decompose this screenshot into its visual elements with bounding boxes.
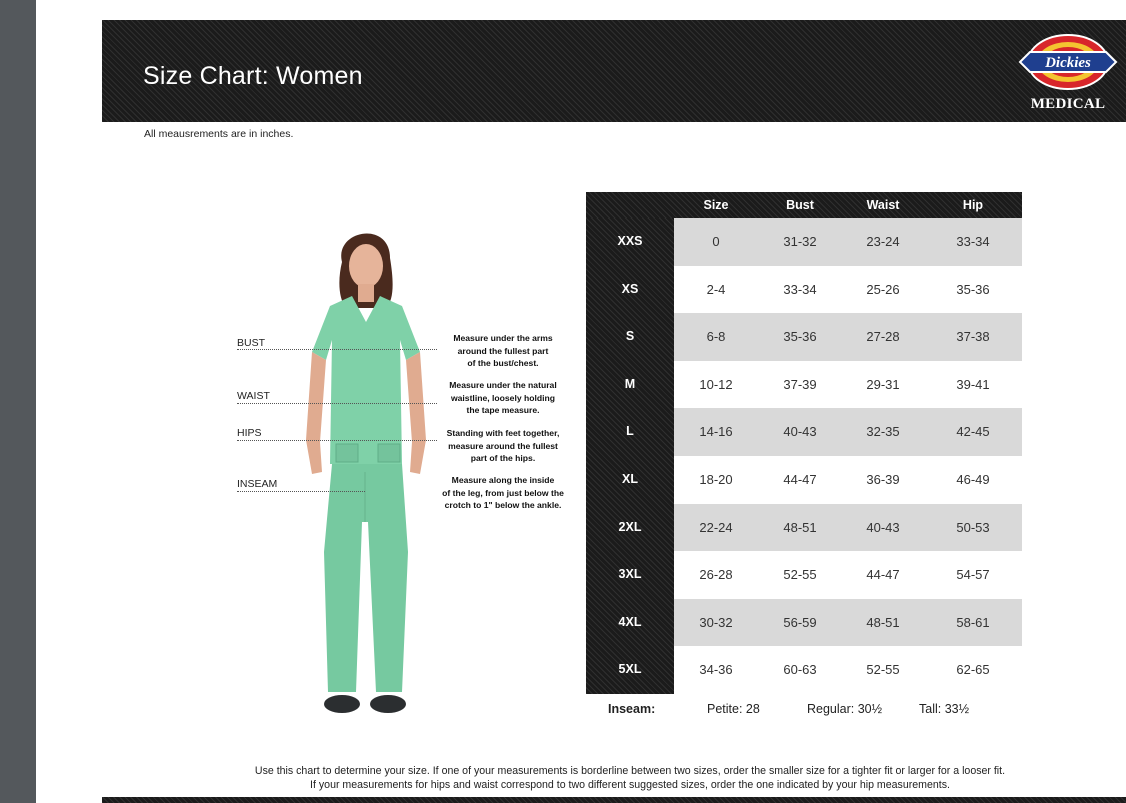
cell-size: 34-36 (699, 662, 733, 678)
measure-line-bust (237, 349, 437, 350)
header-size: Size (703, 198, 729, 212)
cell-waist: 40-43 (866, 519, 900, 535)
row-cells (674, 599, 1022, 647)
table-row (586, 408, 1022, 456)
cell-waist: 23-24 (866, 234, 900, 249)
table-row (586, 313, 1022, 361)
cell-size: 6-8 (706, 329, 726, 345)
row-size-label: 5XL (618, 662, 642, 677)
cell-waist: 44-47 (866, 567, 900, 583)
cell-bust: 56-59 (783, 614, 817, 630)
inseam-tall: Tall: 33½ (919, 702, 970, 716)
row-size-label: S (625, 329, 635, 344)
row-size-label: XL (622, 472, 638, 486)
cell-hip: 62-65 (956, 662, 990, 678)
cell-size: 26-28 (699, 567, 733, 583)
row-cells (674, 361, 1022, 409)
cell-waist: 48-51 (866, 614, 900, 630)
row-cells (674, 551, 1022, 599)
dickies-badge-icon (1018, 32, 1118, 94)
measure-desc-bust: Measure under the arms around the fullest part of the bust/chest. (453, 333, 553, 368)
cell-waist: 52-55 (866, 662, 900, 678)
cell-waist: 29-31 (866, 376, 900, 392)
measure-line-hips (237, 440, 437, 441)
measure-desc-hips: Standing with feet together, measure around the fullest part of the hips. (446, 428, 560, 463)
table-row (586, 361, 1022, 409)
table-row (586, 504, 1022, 552)
cell-bust: 31-32 (783, 234, 817, 249)
cell-size: 30-32 (699, 614, 733, 630)
cell-waist: 27-28 (866, 329, 900, 345)
table-row (586, 456, 1022, 504)
cell-bust: 33-34 (783, 281, 817, 297)
row-size-label: L (626, 424, 634, 439)
units-note: All meausrements are in inches. (144, 128, 294, 140)
measure-line-inseam (237, 491, 365, 492)
cell-bust: 60-63 (783, 662, 817, 678)
cell-hip: 54-57 (956, 567, 990, 583)
measure-label-inseam: INSEAM (237, 478, 278, 490)
table-row (586, 266, 1022, 314)
cell-hip: 37-38 (956, 329, 990, 345)
row-size-label: M (624, 376, 636, 391)
measure-label-waist: WAIST (237, 390, 270, 402)
cell-size: 14-16 (699, 424, 733, 440)
row-cells (674, 456, 1022, 504)
cell-bust: 40-43 (783, 424, 817, 440)
row-cells (674, 646, 1022, 694)
cell-size: 2-4 (706, 281, 726, 297)
cell-hip: 33-34 (956, 234, 990, 249)
measure-label-hips: HIPS (237, 427, 262, 439)
dickies-logo (1018, 32, 1124, 118)
cell-size: 0 (712, 234, 720, 249)
cell-bust: 48-51 (783, 519, 817, 535)
viewer-side-gutter (0, 0, 36, 803)
row-size-label: 4XL (618, 614, 642, 629)
table-row (586, 551, 1022, 599)
row-cells (674, 504, 1022, 552)
measure-label-bust: BUST (237, 337, 266, 349)
row-size-label: XS (621, 281, 639, 296)
cell-hip: 46-49 (956, 472, 990, 487)
table-header (586, 192, 1022, 218)
measure-desc-inseam: Measure along the inside of the leg, from just below the crotch to 1" below the ankle. (442, 475, 564, 510)
cell-hip: 39-41 (956, 376, 990, 392)
table-row (586, 646, 1022, 694)
cell-bust: 44-47 (783, 472, 817, 487)
footnote-line-1: Use this chart to determine your size. If one of your measurements is borderline between two sizes, order the smaller size for a tighter fit or larger for a looser fit. (254, 765, 1006, 777)
cell-size: 22-24 (699, 519, 733, 535)
cell-hip: 42-45 (956, 424, 990, 440)
row-size-label: XXS (617, 234, 643, 248)
table-row (586, 599, 1022, 647)
model-figure (290, 222, 440, 722)
cell-bust: 35-36 (783, 329, 817, 345)
row-size-label: 2XL (618, 519, 642, 534)
cell-size: 10-12 (699, 376, 733, 392)
cell-hip: 50-53 (956, 519, 990, 535)
cell-bust: 37-39 (783, 376, 817, 392)
row-cells (674, 218, 1022, 266)
cell-waist: 36-39 (866, 472, 900, 487)
cell-bust: 52-55 (783, 567, 817, 583)
row-cells (674, 266, 1022, 314)
measure-desc-waist: Measure under the natural waistline, loosely holding the tape measure. (449, 380, 557, 415)
inseam-regular: Regular: 30½ (807, 702, 883, 716)
row-cells (674, 408, 1022, 456)
inseam-label: Inseam: (608, 702, 656, 716)
header-waist: Waist (866, 198, 900, 212)
inseam-petite: Petite: 28 (707, 702, 760, 716)
footnote-line-2: If your measurements for hips and waist correspond to two different suggested sizes, order the one indicated by your hip measurements. (310, 779, 950, 791)
header-hip: Hip (962, 198, 984, 212)
table-row (586, 218, 1022, 266)
inseam-row (586, 702, 1022, 720)
footnote (200, 764, 1060, 792)
logo-medical-text: MEDICAL (1030, 96, 1106, 112)
cell-size: 18-20 (699, 472, 733, 487)
page-header (102, 20, 1126, 122)
header-bust: Bust (786, 198, 814, 212)
measure-line-waist (237, 403, 437, 404)
cell-waist: 32-35 (866, 424, 900, 440)
cell-waist: 25-26 (866, 281, 900, 297)
page-title: Size Chart: Women (143, 62, 363, 90)
cell-hip: 58-61 (956, 614, 990, 630)
cell-hip: 35-36 (956, 281, 990, 297)
bottom-bar (102, 797, 1126, 803)
logo-brand-text: Dickies (1045, 55, 1091, 71)
row-size-label: 3XL (618, 567, 642, 582)
row-cells (674, 313, 1022, 361)
